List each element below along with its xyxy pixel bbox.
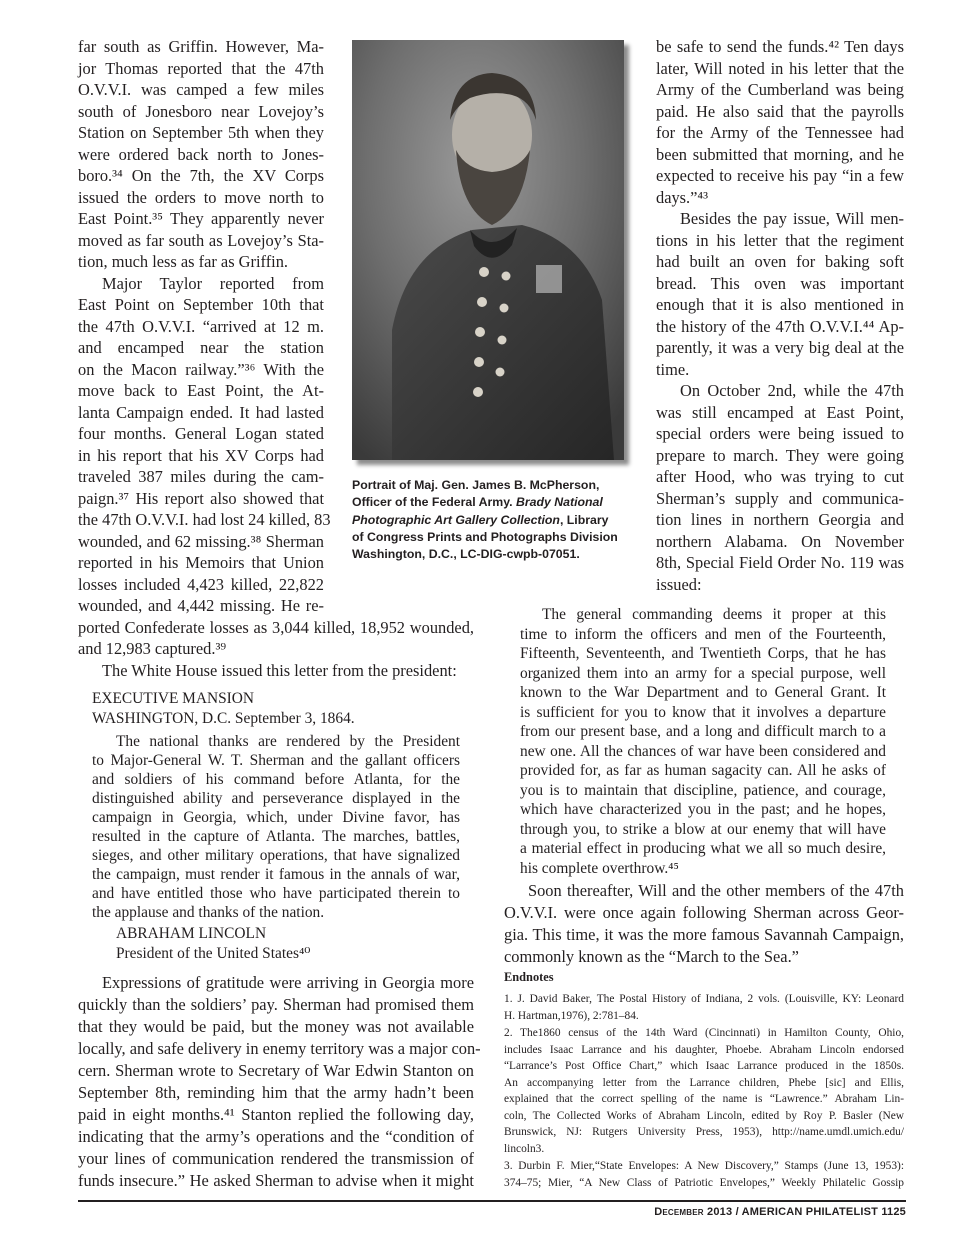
- quote-line: time to inform the officers and men of the Fourteenth,: [520, 625, 886, 643]
- text-line: northern Alabama. On November: [656, 531, 904, 551]
- text-line: Sherman’s supply and communica-: [656, 488, 904, 508]
- letter-line: and have entitled those who have participated therein to: [92, 885, 460, 902]
- text-line: Expressions of gratitude were arriving in Georgia more: [102, 973, 474, 992]
- text-line: far south as Griffin. However, Ma-: [78, 37, 324, 56]
- text-line: move back to East Point, the At-: [78, 381, 324, 400]
- text-line: Station on September 5th when they: [78, 123, 324, 142]
- letter-line: campaign in Georgia, which, under Divine favor, has: [92, 809, 460, 826]
- caption-line: [352, 494, 622, 511]
- text-line: losses included 4,423 killed, 22,822: [78, 574, 324, 594]
- endnote-line: 2. The1860 census of the 14th Ward (Cincinnati) in Hamilton County, Ohio,: [504, 1027, 904, 1039]
- text-line: after Hood, who was trying to cut: [656, 467, 904, 486]
- text-line: lanta Campaign ended. It had lasted: [78, 402, 324, 422]
- text-line: issued the orders to move north to: [78, 187, 324, 207]
- letter-line: sieges, and other military operations, that have signalized: [92, 847, 460, 864]
- letter-dateline: WASHINGTON, D.C. September 3, 1864.: [92, 710, 355, 727]
- text-line: jor Thomas reported that the 47th: [78, 58, 324, 78]
- portrait-photo: [352, 40, 624, 460]
- endnote-line: 3. Durbin F. Mier,“State Envelopes: A New Discovery,” Stamps (June 13, 1953):: [504, 1160, 904, 1172]
- text-line: tions in his letter that the regiment: [656, 230, 904, 250]
- endnote-line: 374–75; Mier, “A New Class of Patriotic Envelopes,” Weekly Philatelic Gossip: [504, 1176, 904, 1189]
- text-line: Army of the Cumberland was being: [656, 80, 904, 99]
- letter-line: the applause and thanks of the nation.: [92, 904, 325, 921]
- text-line: tion lines in northern Georgia and: [656, 510, 904, 529]
- endnote-line: explained that the correct spelling of the name is “Lawrence.” Abraham Lin-: [504, 1093, 904, 1105]
- photo-caption: [352, 477, 622, 563]
- text-line: Besides the pay issue, Will men-: [680, 209, 904, 228]
- quote-line: The general commanding deems it proper at this: [542, 606, 886, 623]
- letter-signer: ABRAHAM LINCOLN: [116, 925, 267, 942]
- caption-line: Washington, D.C., LC-DIG-cwpb-07051.: [352, 547, 580, 562]
- text-line: locally, and safe delivery in enemy territory was a major con-: [78, 1039, 481, 1058]
- quote-line: known to the War Department and to General Grant. It: [520, 684, 886, 701]
- footer-rule: [78, 1200, 906, 1202]
- text-line: wounded, and 4,442 missing. He re-: [78, 596, 324, 615]
- endnote-line: coln, The Collected Works of Abraham Lincoln, edited by Roy P. Basler (New: [504, 1109, 904, 1122]
- text-line: The White House issued this letter from the president:: [102, 660, 457, 680]
- text-line: 8th, Special Field Order No. 119 was: [656, 553, 904, 572]
- text-line: had built an oven for baking soft: [656, 252, 904, 271]
- text-line: traveled 387 miles during the cam-: [78, 467, 324, 486]
- text-line: be safe to send the funds.⁴² Ten days: [656, 37, 904, 56]
- letter-line: resulted in the capture of Atlanta. The marches, battles,: [92, 828, 460, 845]
- text-line: quickly than the soldiers’ pay. Sherman had promised them: [78, 995, 474, 1014]
- text-line: and encamped near the station: [78, 338, 324, 357]
- text-line: on the Macon railway.”³⁶ With the: [78, 359, 324, 379]
- text-line: special orders were being issued to: [656, 424, 904, 443]
- text-line: and 12,983 captured.³⁹: [78, 639, 227, 658]
- text-line: enough that it is also mentioned in: [656, 295, 904, 314]
- quote-line: through you, to strike a blow at our enemy that will have: [520, 820, 886, 838]
- text-line: your lines of communication rendered the transmission of: [78, 1149, 474, 1168]
- endnotes-heading: Endnotes: [504, 970, 554, 984]
- text-line: paid in eight months.⁴¹ Stanton replied the following day,: [78, 1105, 474, 1124]
- text-line: the history of the 47th O.V.V.I.⁴⁴ Ap-: [656, 316, 904, 336]
- text-line: south of Jonesboro near Lovejoy’s: [78, 101, 324, 121]
- endnote-line: lincoln3.: [504, 1142, 545, 1155]
- text-line: the 47th O.V.V.I. “arrived at 12 m.: [78, 316, 324, 336]
- endnote-line: includes Isaac Larrance and his daughter, Phoebe. Abraham Lincoln endorsed: [504, 1043, 904, 1056]
- text-line: four months. General Logan stated: [78, 424, 324, 443]
- endnote-line: H. Hartman,1976), 2:781–84.: [504, 1009, 639, 1022]
- text-line: O.V.V.I. were once again following Sherman across Geor-: [504, 903, 904, 922]
- text-line: cern. Sherman wrote to Secretary of War Edwin Stanton on: [78, 1061, 474, 1080]
- text-line: September 8th, reminding him that the army hadn’t been: [78, 1083, 474, 1102]
- letter-line: and soldiers of his command before Atlanta, for the: [92, 771, 460, 788]
- endnote-line: 1. J. David Baker, The Postal History of Indiana, 2 vols. (Louisville, KY: Leonard: [504, 993, 904, 1005]
- text-line: in his report that his XV Corps had: [78, 445, 324, 465]
- text-line: indicating that the army’s operations and the “condition of: [78, 1127, 474, 1146]
- footer-month: December: [654, 1206, 704, 1218]
- quote-line: his complete overthrow.⁴⁵: [520, 859, 679, 877]
- text-line: prepare to march. They were going: [656, 445, 904, 465]
- quote-line: provided for, as far as human sagacity can. All he asks of: [520, 762, 886, 779]
- text-line: parently, it was a very big deal at the: [656, 338, 904, 357]
- text-line: were ordered back north to Jones-: [78, 144, 324, 164]
- letter-line: distinguished ability and perseverance displayed in the: [92, 790, 460, 807]
- quote-line: Fifteenth, Seventeenth, and Twentieth Corps, that he has: [520, 645, 886, 662]
- quote-line: new one. All the chances of war have been considered and: [520, 742, 886, 760]
- text-line: expected to receive his pay “in a few: [656, 166, 904, 185]
- caption-line: of Congress Prints and Photographs Division: [352, 529, 618, 544]
- text-line: ported Confederate losses as 3,044 killed, 18,952 wounded,: [78, 617, 474, 637]
- text-line: Soon thereafter, Will and the other members of the 47th: [528, 881, 904, 900]
- portrait-illustration: [352, 40, 624, 460]
- text-line: wounded, and 62 missing.³⁸ Sherman: [78, 531, 324, 551]
- letter-line: the campaign, must render it famous in the annals of war,: [92, 866, 460, 883]
- text-line: tion, much less as far as Griffin.: [78, 252, 288, 271]
- quote-line: from our present base, and a long and difficult march to a: [520, 723, 886, 740]
- text-line: Major Taylor reported from: [102, 273, 324, 293]
- letter-line: to Major-General W. T. Sherman and the gallant officers: [92, 752, 460, 769]
- page-footer: [654, 1206, 906, 1218]
- text-line: was still encamped at East Point,: [656, 402, 904, 422]
- endnote-line: “Larrance’s Post Office Chart,” which Isaac Larrance produced in the 1850s.: [504, 1060, 904, 1072]
- footer-journal: 2013 / AMERICAN PHILATELIST 1125: [703, 1206, 906, 1218]
- caption-italic: Photographic Art Gallery Collection: [352, 512, 560, 527]
- quote-line: is sufficient for you to know that it involves a departure: [520, 703, 886, 721]
- text-line: reported in his Memoirs that Union: [78, 553, 324, 572]
- text-line: commonly known as the “March to the Sea.”: [504, 947, 799, 966]
- text-line: bread. This oven was important: [656, 273, 904, 293]
- caption-text: , Library: [559, 512, 609, 527]
- letter-line: The national thanks are rendered by the President: [116, 733, 460, 750]
- letter-heading: EXECUTIVE MANSION: [92, 690, 255, 707]
- caption-line: [352, 512, 622, 529]
- text-line: time.: [656, 359, 690, 379]
- text-line: later, Will noted in his letter that the: [656, 58, 904, 78]
- text-line: for the Army of the Tennessee had: [656, 123, 904, 142]
- text-line: East Point on September 10th that: [78, 295, 324, 314]
- quote-line: which have characterized you in the past; and he hopes,: [520, 801, 886, 818]
- text-line: funds insecure.” He asked Sherman to advise when it might: [78, 1171, 474, 1190]
- text-line: O.V.V.I. was camped a few miles: [78, 80, 324, 99]
- text-line: moved as far south as Lovejoy’s Sta-: [78, 230, 324, 250]
- caption-line: Portrait of Maj. Gen. James B. McPherson,: [352, 478, 600, 492]
- quote-line: organized them into an army for a special purpose, well: [520, 664, 886, 682]
- text-line: East Point.³⁵ They apparently never: [78, 209, 324, 228]
- text-line: issued:: [656, 574, 702, 594]
- letter-signer-title: President of the United States⁴⁰: [116, 945, 311, 962]
- caption-text: Officer of the Federal Army.: [352, 495, 516, 510]
- text-line: been submitted that morning, and he: [656, 144, 904, 164]
- text-line: On October 2nd, while the 47th: [680, 381, 904, 400]
- quote-line: a material effect in producing what we all so much desire,: [520, 840, 886, 857]
- endnote-line: An accompanying letter from the Larrance children, Phebe [sic] and Ellis,: [504, 1076, 904, 1089]
- text-line: boro.³⁴ On the 7th, the XV Corps: [78, 166, 324, 185]
- endnote-line: Brunswick, NJ: Rutgers University Press, 1953), http://name.umdl.umich.edu/: [504, 1126, 904, 1138]
- caption-italic: Brady National: [516, 495, 603, 510]
- text-line: the 47th O.V.V.I. had lost 24 killed, 83: [78, 510, 331, 529]
- text-line: paid. He also said that the payrolls: [656, 101, 904, 121]
- text-line: that they would be paid, but the money was not available: [78, 1017, 474, 1036]
- text-line: paign.³⁷ His report also showed that: [78, 488, 324, 508]
- quote-line: you is to maintain that discipline, patience, and courage,: [520, 781, 886, 799]
- text-line: gia. This time, it was the more famous Savannah Campaign,: [504, 925, 904, 944]
- text-line: days.”⁴³: [656, 187, 709, 207]
